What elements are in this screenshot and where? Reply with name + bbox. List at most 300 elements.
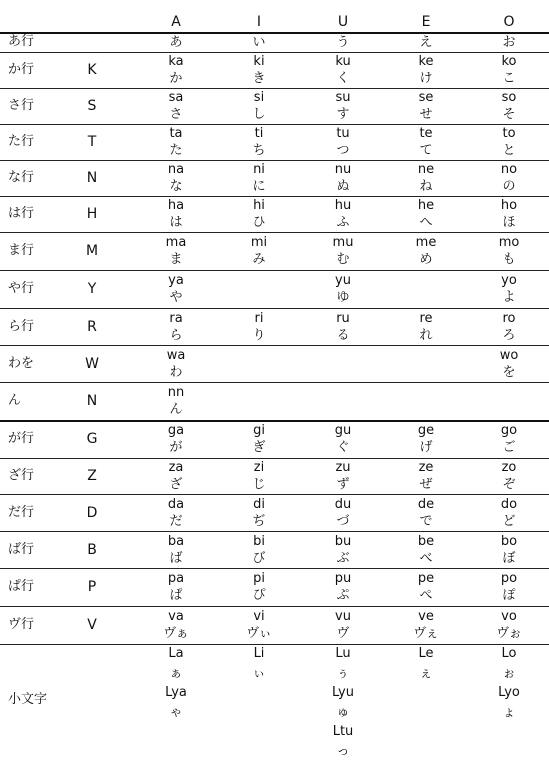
romaji-text: nu: [308, 161, 378, 178]
kana-cell: [474, 234, 544, 268]
table-row: [0, 124, 549, 160]
romaji-text: い: [224, 34, 294, 51]
kana-cell: [308, 161, 378, 195]
kana-cell: [224, 570, 294, 604]
kana-text: つ: [308, 142, 378, 159]
romaji-text: pi: [224, 570, 294, 587]
kana-cell: [308, 234, 378, 268]
kana-text: び: [224, 550, 294, 567]
romaji-text: he: [391, 197, 461, 214]
kana-cell: [474, 644, 544, 722]
kana-cell: [141, 234, 211, 268]
kana-cell: [141, 533, 211, 567]
romaji-text: hu: [308, 197, 378, 214]
kana-cell: [391, 496, 461, 530]
kana-cell: [474, 608, 544, 642]
kana-cell: [474, 125, 544, 159]
table-row: [0, 88, 549, 124]
kana-text: だ: [141, 513, 211, 530]
romaji-text: お: [474, 34, 544, 51]
kana-cell: [308, 570, 378, 604]
kana-text: ぐ: [308, 439, 378, 456]
romaji-text: di: [224, 496, 294, 513]
kana-cell: [224, 53, 294, 87]
romaji-text: Lyo: [474, 683, 544, 703]
table-row: [0, 196, 549, 232]
romaji-text: あ: [141, 34, 211, 51]
romaji-text: sa: [141, 89, 211, 106]
kana-text: へ: [391, 214, 461, 231]
kana-text: と: [474, 142, 544, 159]
kana-text: ゆ: [308, 289, 378, 306]
kana-cell: [391, 422, 461, 456]
table-row: [0, 531, 549, 568]
romaji-text: ba: [141, 533, 211, 550]
romaji-text: う: [308, 34, 378, 51]
kana-text: ま: [141, 251, 211, 268]
kana-text: ね: [391, 178, 461, 195]
row-consonant: Y: [70, 281, 114, 297]
romaji-text: da: [141, 496, 211, 513]
kana-cell: [141, 384, 211, 418]
kana-text: わ: [141, 364, 211, 381]
kana-text: ヴぃ: [224, 625, 294, 642]
kana-cell: [141, 89, 211, 123]
row-consonant: M: [70, 243, 114, 259]
kana-cell: [308, 644, 378, 761]
romaji-text: え: [391, 34, 461, 51]
romaji-text: to: [474, 125, 544, 142]
romaji-text: wa: [141, 347, 211, 364]
kana-text: ひ: [224, 214, 294, 231]
kana-cell: [224, 644, 294, 683]
kana-cell: [308, 496, 378, 530]
romaji-text: zi: [224, 459, 294, 476]
kana-text: ぃ: [224, 664, 294, 684]
kana-cell: [141, 496, 211, 530]
kana-text: が: [141, 439, 211, 456]
kana-text: ぞ: [474, 476, 544, 493]
kana-cell: [474, 533, 544, 567]
romaji-text: ti: [224, 125, 294, 142]
kana-text: き: [224, 70, 294, 87]
romaji-text: Lyu: [308, 683, 378, 703]
kana-text: し: [224, 106, 294, 123]
row-label: さ行: [8, 98, 34, 114]
kana-text: ゃ: [141, 703, 211, 723]
row-consonant: V: [70, 617, 114, 633]
kana-text: ず: [308, 476, 378, 493]
column-header-e: E: [396, 14, 456, 30]
romaji-text: ga: [141, 422, 211, 439]
kana-cell: [224, 197, 294, 231]
row-label: た行: [8, 134, 34, 150]
kana-cell: [308, 459, 378, 493]
row-label: ぱ行: [8, 579, 34, 595]
row-consonant: B: [70, 542, 114, 558]
romaji-text: ni: [224, 161, 294, 178]
table-row: [0, 345, 549, 382]
romaji-text: do: [474, 496, 544, 513]
romaji-text: vu: [308, 608, 378, 625]
romaji-text: Ltu: [308, 722, 378, 742]
kana-cell: [474, 272, 544, 306]
kana-cell: [474, 570, 544, 604]
romaji-text: ta: [141, 125, 211, 142]
table-row: [0, 160, 549, 196]
kana-cell: [141, 197, 211, 231]
kana-text: じ: [224, 476, 294, 493]
romaji-text: su: [308, 89, 378, 106]
romaji-text: so: [474, 89, 544, 106]
row-consonant: T: [70, 134, 114, 150]
romaji-text: bu: [308, 533, 378, 550]
romaji-text: vo: [474, 608, 544, 625]
row-consonant: N: [70, 170, 114, 186]
kana-text: ぴ: [224, 587, 294, 604]
romaji-text: ke: [391, 53, 461, 70]
row-label: ら行: [8, 319, 34, 335]
kana-text: く: [308, 70, 378, 87]
kana-cell: [224, 496, 294, 530]
kana-text: で: [391, 513, 461, 530]
kana-text: ざ: [141, 476, 211, 493]
romaji-text: ve: [391, 608, 461, 625]
romaji-text: ma: [141, 234, 211, 251]
row-consonant: H: [70, 206, 114, 222]
romaji-text: si: [224, 89, 294, 106]
kana-text: ろ: [474, 327, 544, 344]
row-consonant: P: [70, 579, 114, 595]
table-row: [0, 308, 549, 345]
romaji-text: gi: [224, 422, 294, 439]
row-label: な行: [8, 170, 34, 186]
kana-cell: [391, 533, 461, 567]
kana-cell: [308, 608, 378, 642]
romaji-text: bi: [224, 533, 294, 550]
kana-text: そ: [474, 106, 544, 123]
romaji-text: mi: [224, 234, 294, 251]
romaji-text: hi: [224, 197, 294, 214]
kana-cell: [474, 310, 544, 344]
kana-cell: [391, 459, 461, 493]
kana-text: よ: [474, 289, 544, 306]
romaji-text: ko: [474, 53, 544, 70]
kana-text: る: [308, 327, 378, 344]
kana-text: て: [391, 142, 461, 159]
kana-cell: [391, 89, 461, 123]
kana-cell: [391, 644, 461, 683]
romaji-text: va: [141, 608, 211, 625]
row-label: は行: [8, 206, 34, 222]
romaji-text: ho: [474, 197, 544, 214]
table-row: [0, 382, 549, 420]
kana-cell: [308, 53, 378, 87]
romaji-text: tu: [308, 125, 378, 142]
kana-text: ん: [141, 401, 211, 418]
romaji-text: ru: [308, 310, 378, 327]
kana-cell: [141, 53, 211, 87]
romaji-text: Lu: [308, 644, 378, 664]
row-consonant: S: [70, 98, 114, 114]
kana-text: ょ: [474, 703, 544, 723]
kana-cell: [224, 533, 294, 567]
kana-cell: [141, 459, 211, 493]
romaji-text: du: [308, 496, 378, 513]
kana-text: ぶ: [308, 550, 378, 567]
kana-cell: [474, 161, 544, 195]
kana-cell: [474, 459, 544, 493]
kana-cell: [391, 608, 461, 642]
kana-text: ぅ: [308, 664, 378, 684]
kana-text: む: [308, 251, 378, 268]
row-label: だ行: [8, 505, 34, 521]
kana-cell: [474, 89, 544, 123]
romaji-text: ya: [141, 272, 211, 289]
row-consonant: W: [70, 356, 114, 372]
kana-text: ぬ: [308, 178, 378, 195]
kana-text: か: [141, 70, 211, 87]
romaji-text: ge: [391, 422, 461, 439]
romaji-text: wo: [474, 347, 544, 364]
romaji-text: ha: [141, 197, 211, 214]
romaji-text: po: [474, 570, 544, 587]
kana-text: ぎ: [224, 439, 294, 456]
table-row: [0, 32, 549, 52]
kana-cell: [308, 125, 378, 159]
column-header-u: U: [313, 14, 373, 30]
row-consonant: G: [70, 431, 114, 447]
kana-cell: [141, 272, 211, 306]
kana-cell: [141, 422, 211, 456]
romaji-text: Le: [391, 644, 461, 664]
row-consonant: R: [70, 319, 114, 335]
kana-cell: [141, 608, 211, 642]
kana-cell: [391, 53, 461, 87]
romaji-text: te: [391, 125, 461, 142]
romaji-text: pu: [308, 570, 378, 587]
kana-text: ぺ: [391, 587, 461, 604]
kana-text: さ: [141, 106, 211, 123]
column-header-i: I: [229, 14, 289, 30]
romaji-text: ka: [141, 53, 211, 70]
kana-cell: [224, 422, 294, 456]
row-label: が行: [8, 431, 34, 447]
romaji-text: ri: [224, 310, 294, 327]
kana-text: ぁ: [141, 664, 211, 684]
romaji-text: yo: [474, 272, 544, 289]
kana-text: す: [308, 106, 378, 123]
romaji-text: Lya: [141, 683, 211, 703]
kana-text: を: [474, 364, 544, 381]
kana-text: げ: [391, 439, 461, 456]
table-row: [0, 52, 549, 88]
kana-text: ぉ: [474, 664, 544, 684]
kana-text: に: [224, 178, 294, 195]
kana-cell: [141, 310, 211, 344]
romaji-text: ki: [224, 53, 294, 70]
kana-text: ぽ: [474, 587, 544, 604]
kana-cell: [308, 310, 378, 344]
kana-cell: [224, 234, 294, 268]
romaji-text: bo: [474, 533, 544, 550]
row-consonant: K: [70, 62, 114, 78]
kana-text: れ: [391, 327, 461, 344]
romaji-text: ro: [474, 310, 544, 327]
kana-cell: [224, 89, 294, 123]
kana-text: ふ: [308, 214, 378, 231]
table-row: [0, 568, 549, 606]
kana-cell: [224, 161, 294, 195]
kana-text: ぷ: [308, 587, 378, 604]
romaji-text: ze: [391, 459, 461, 476]
column-header-o: O: [479, 14, 539, 30]
kana-cell: [141, 644, 211, 722]
kana-cell: [474, 197, 544, 231]
kana-text: せ: [391, 106, 461, 123]
row-consonant: Z: [70, 468, 114, 484]
kana-text: な: [141, 178, 211, 195]
row-label: ば行: [8, 542, 34, 558]
kana-text: め: [391, 251, 461, 268]
romaji-text: me: [391, 234, 461, 251]
kana-cell: [391, 125, 461, 159]
kana-cell: [308, 197, 378, 231]
kana-text: べ: [391, 550, 461, 567]
row-label: わを: [8, 356, 34, 372]
kana-cell: [474, 496, 544, 530]
kana-cell: [224, 125, 294, 159]
table-row: [0, 232, 549, 270]
kana-cell: [308, 89, 378, 123]
table-row: [0, 494, 549, 531]
romaji-text: vi: [224, 608, 294, 625]
kana-cell: [224, 310, 294, 344]
row-label: あ行: [8, 34, 34, 50]
kana-cell: [391, 310, 461, 344]
kana-cell: [391, 161, 461, 195]
romaji-text: Lo: [474, 644, 544, 664]
kana-cell: [141, 125, 211, 159]
romaji-text: La: [141, 644, 211, 664]
romaji-text: za: [141, 459, 211, 476]
kana-text: ヴ: [308, 625, 378, 642]
row-consonant: D: [70, 505, 114, 521]
romaji-text: nn: [141, 384, 211, 401]
kana-cell: [474, 422, 544, 456]
kana-text: ぇ: [391, 664, 461, 684]
row-label: ざ行: [8, 468, 34, 484]
kana-text: や: [141, 289, 211, 306]
romaji-text: re: [391, 310, 461, 327]
table-row: [0, 458, 549, 494]
romaji-text: ku: [308, 53, 378, 70]
kana-text: ぱ: [141, 587, 211, 604]
column-header-a: A: [146, 14, 206, 30]
kana-cell: [474, 53, 544, 87]
kana-text: け: [391, 70, 461, 87]
kana-text: ち: [224, 142, 294, 159]
row-label: ヴ行: [8, 617, 34, 633]
romaji-text: de: [391, 496, 461, 513]
table-row: [0, 644, 549, 755]
romaji-text: ra: [141, 310, 211, 327]
kana-cell: [141, 161, 211, 195]
romaji-text: be: [391, 533, 461, 550]
romaji-text: mu: [308, 234, 378, 251]
kana-cell: [224, 34, 294, 51]
row-label: や行: [8, 281, 34, 297]
kana-text: は: [141, 214, 211, 231]
kana-cell: [141, 34, 211, 51]
kana-text: み: [224, 251, 294, 268]
kana-text: り: [224, 327, 294, 344]
romaji-text: zu: [308, 459, 378, 476]
kana-cell: [308, 272, 378, 306]
kana-cell: [474, 347, 544, 381]
kana-cell: [391, 34, 461, 51]
romaji-text: pa: [141, 570, 211, 587]
table-row: [0, 606, 549, 644]
romaji-text: mo: [474, 234, 544, 251]
kana-cell: [308, 533, 378, 567]
kana-text: ど: [474, 513, 544, 530]
kana-text: ぢ: [224, 513, 294, 530]
kana-cell: [474, 34, 544, 51]
romaji-text: pe: [391, 570, 461, 587]
kana-text: ご: [474, 439, 544, 456]
kana-text: ほ: [474, 214, 544, 231]
kana-text: ぼ: [474, 550, 544, 567]
row-label: ま行: [8, 243, 34, 259]
kana-text: ヴぉ: [474, 625, 544, 642]
kana-text: も: [474, 251, 544, 268]
kana-text: ゅ: [308, 703, 378, 723]
row-label: ん: [8, 393, 21, 409]
table-row: [0, 420, 549, 458]
kana-cell: [141, 347, 211, 381]
romaji-text: ne: [391, 161, 461, 178]
kana-cell: [308, 34, 378, 51]
kana-cell: [391, 197, 461, 231]
kana-cell: [224, 608, 294, 642]
kana-cell: [391, 570, 461, 604]
romaji-text: yu: [308, 272, 378, 289]
kana-cell: [224, 459, 294, 493]
row-label: 小文字: [8, 692, 47, 708]
row-label: か行: [8, 62, 34, 78]
romaji-text: na: [141, 161, 211, 178]
kana-text: ヴぁ: [141, 625, 211, 642]
kana-cell: [308, 422, 378, 456]
romaji-text: se: [391, 89, 461, 106]
table-row: [0, 270, 549, 308]
romaji-text: no: [474, 161, 544, 178]
kana-text: ヴぇ: [391, 625, 461, 642]
romaji-text: gu: [308, 422, 378, 439]
kana-text: づ: [308, 513, 378, 530]
romaji-text: zo: [474, 459, 544, 476]
kana-text: ぜ: [391, 476, 461, 493]
kana-text: ば: [141, 550, 211, 567]
kana-text: っ: [308, 742, 378, 761]
row-consonant: N: [70, 393, 114, 409]
romaji-text: go: [474, 422, 544, 439]
kana-text: こ: [474, 70, 544, 87]
kana-text: の: [474, 178, 544, 195]
kana-text: た: [141, 142, 211, 159]
kana-text: ら: [141, 327, 211, 344]
